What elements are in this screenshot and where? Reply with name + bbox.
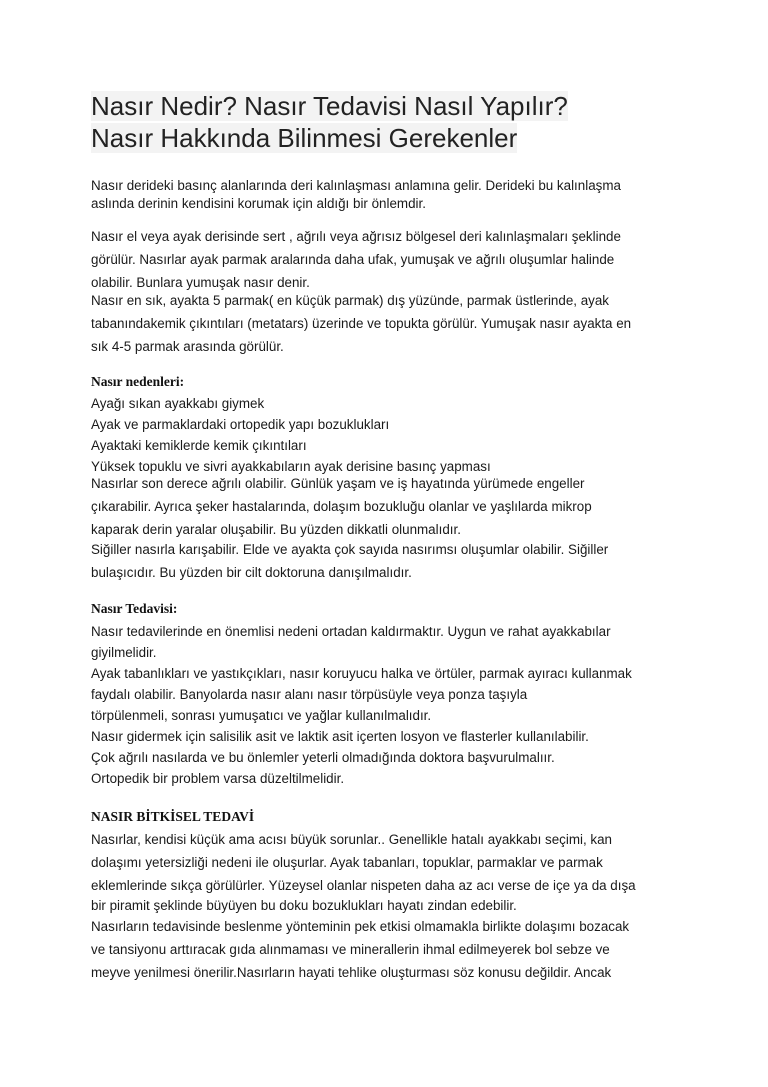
- description-line: sık 4-5 parmak arasında görülür.: [91, 339, 284, 354]
- treatment-line: törpülenmeli, sonrası yumuşatıcı ve yağlar kullanılmalıdır.: [91, 708, 432, 723]
- treatment-line: Ayak tabanlıkları ve yastıkçıkları, nasır koruyucu halka ve örtüler, parmak ayıracı kullanmak: [91, 666, 632, 681]
- intro-line: Nasır derideki basınç alanlarında deri kalınlaşması anlamına gelir. Derideki bu kalınlaşma: [91, 178, 621, 193]
- page-title: [91, 90, 568, 154]
- description-line: tabanındakemik çıkıntıları (metatars) üzerinde ve topukta görülür. Yumuşak nasır ayakta en: [91, 316, 632, 331]
- causes-line: Yüksek topuklu ve sivri ayakkabıların ayak derisine basınç yapması: [91, 459, 491, 474]
- causes-line: Ayak ve parmaklardaki ortopedik yapı bozuklukları: [91, 417, 390, 432]
- causes-line: kaparak derin yaralar oluşabilir. Bu yüzden dikkatli olunmalıdır.: [91, 522, 461, 537]
- treatment-line: Ortopedik bir problem varsa düzeltilmelidir.: [91, 771, 345, 786]
- herbal-line: Nasırların tedavisinde beslenme yönteminin pek etkisi olmamakla birlikte dolaşımı bozacak: [91, 919, 630, 934]
- section-heading-herbal: NASIR BİTKİSEL TEDAVİ: [91, 809, 255, 824]
- treatment-line: Nasır tedavilerinde en önemlisi nedeni ortadan kaldırmaktır. Uygun ve rahat ayakkabılar: [91, 624, 611, 639]
- herbal-line: bir piramit şeklinde büyüyen bu doku bozuklukları hayatı zindan edebilir.: [91, 898, 517, 913]
- treatment-line: faydalı olabilir. Banyolarda nasır alanı nasır törpüsüyle veya ponza taşıyla: [91, 687, 528, 702]
- title-line-2: Nasır Hakkında Bilinmesi Gerekenler: [91, 123, 518, 153]
- causes-line: Ayaktaki kemiklerde kemik çıkıntıları: [91, 438, 307, 453]
- title-line-1: Nasır Nedir? Nasır Tedavisi Nasıl Yapılır?: [91, 91, 568, 121]
- description-line: görülür. Nasırlar ayak parmak aralarında daha ufak, yumuşak ve ağrılı oluşumlar halinde: [91, 252, 615, 267]
- causes-line: çıkarabilir. Ayrıca şeker hastalarında, dolaşım bozukluğu olanlar ve yaşlılarda mikrop: [91, 499, 592, 514]
- treatment-line: giyilmelidir.: [91, 645, 157, 660]
- description-line: Nasır el veya ayak derisinde sert , ağrılı veya ağrısız bölgesel deri kalınlaşmaları şeklinde: [91, 229, 621, 244]
- section-heading-treatment: Nasır Tedavisi:: [91, 601, 178, 616]
- causes-line: Siğiller nasırla karışabilir. Elde ve ayakta çok sayıda nasırımsı oluşumlar olabilir. Siğiller: [91, 542, 609, 557]
- causes-line: Ayağı sıkan ayakkabı giymek: [91, 396, 265, 411]
- section-heading-causes: Nasır nedenleri:: [91, 374, 185, 389]
- herbal-line: dolaşımı yetersizliği nedeni ile oluşurlar. Ayak tabanları, topuklar, parmaklar ve parmak: [91, 855, 603, 870]
- description-line: olabilir. Bunlara yumuşak nasır denir.: [91, 275, 310, 290]
- herbal-line: Nasırlar, kendisi küçük ama acısı büyük sorunlar.. Genellikle hatalı ayakkabı seçimi, kan: [91, 832, 612, 847]
- treatment-line: Nasır gidermek için salisilik asit ve laktik asit içerten losyon ve flasterler kullanılabilir.: [91, 729, 589, 744]
- herbal-line: ve tansiyonu arttıracak gıda alınmaması ve minerallerin ihmal edilmeyerek bol sebze ve: [91, 942, 610, 957]
- treatment-line: Çok ağrılı nasılarda ve bu önlemler yeterli olmadığında doktora başvurulmalıır.: [91, 750, 555, 765]
- causes-line: Nasırlar son derece ağrılı olabilir. Günlük yaşam ve iş hayatında yürümede engeller: [91, 476, 585, 491]
- herbal-line: meyve yenilmesi önerilir.Nasırların hayati tehlike oluşturması söz konusu değildir. Ancak: [91, 965, 612, 980]
- intro-line: aslında derinin kendisini korumak için aldığı bir önlemdir.: [91, 196, 426, 211]
- causes-line: bulaşıcıdır. Bu yüzden bir cilt doktoruna danışılmalıdır.: [91, 565, 412, 580]
- herbal-line: eklemlerinde sıkça görülürler. Yüzeysel olanlar nispeten daha az acı verse de içe ya da dışa: [91, 878, 636, 893]
- description-line: Nasır en sık, ayakta 5 parmak( en küçük parmak) dış yüzünde, parmak üstlerinde, ayak: [91, 293, 610, 308]
